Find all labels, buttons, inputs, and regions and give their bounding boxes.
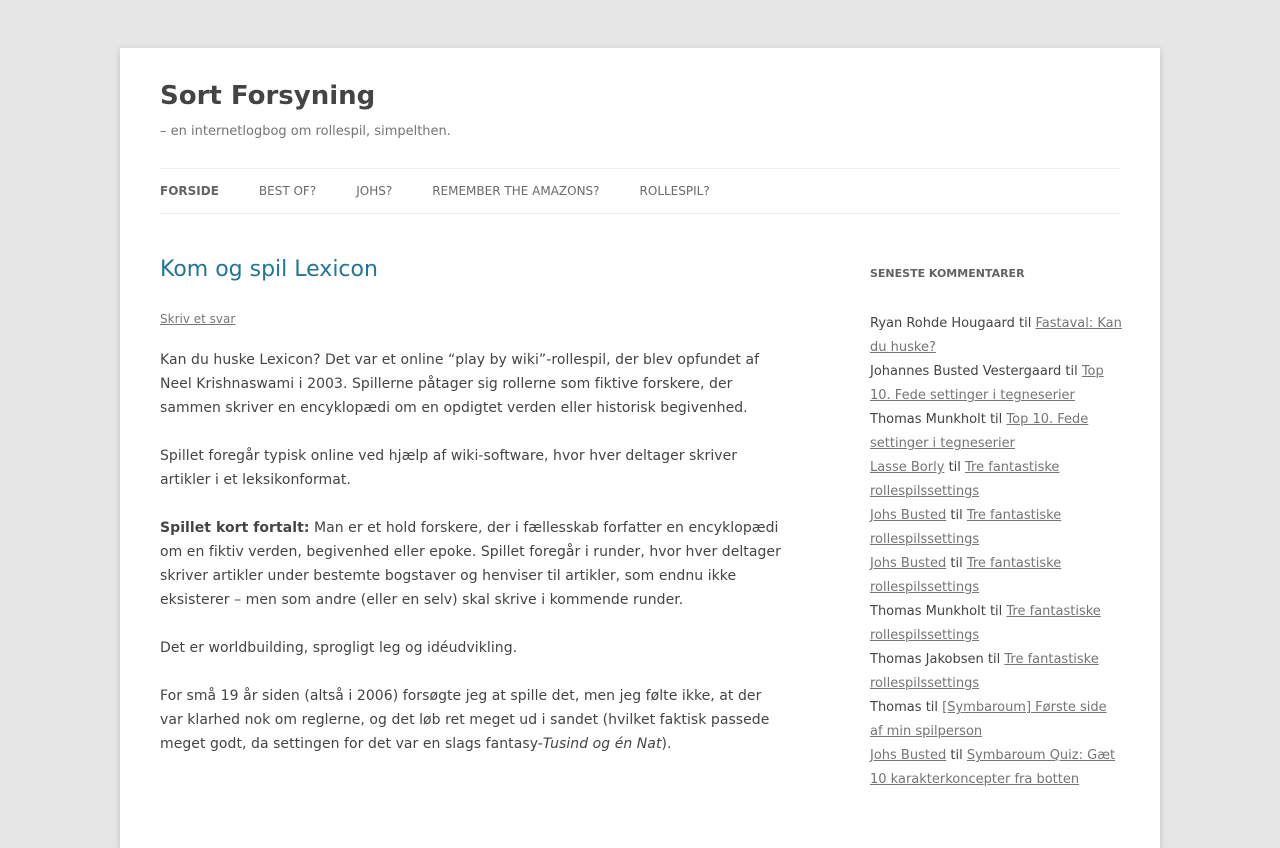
recent-comments-title: SENESTE KOMMENTARER — [870, 267, 1025, 280]
comment-connector: til — [950, 508, 963, 523]
comment-post-link[interactable]: Tre fantastiske rollespilssettings — [870, 508, 1062, 547]
sidebar — [870, 266, 1122, 792]
recent-comments-list — [870, 312, 1122, 792]
post-bold-lead: Spillet kort fortalt: — [160, 520, 310, 536]
comment-connector: til — [925, 700, 939, 715]
comment-post-link[interactable]: Tre fantastiske rollespilssettings — [870, 604, 1101, 643]
comment-author: Ryan Rohde Hougaard — [870, 316, 1015, 331]
comment-post-link[interactable]: Tre fantastiske rollespilssettings — [870, 652, 1099, 691]
recent-comment-item — [870, 312, 1122, 360]
main-navigation — [160, 168, 1120, 214]
recent-comment-item — [870, 696, 1122, 744]
post-paragraph — [160, 516, 788, 612]
comment-author[interactable]: Johs Busted — [870, 748, 947, 763]
comment-connector: til — [987, 652, 1001, 667]
recent-comment-item — [870, 552, 1122, 600]
recent-comment-item — [870, 504, 1122, 552]
nav-item-best-of[interactable]: BEST OF? — [258, 184, 317, 198]
comment-author: Thomas — [870, 700, 922, 715]
post-paragraph — [160, 684, 788, 756]
comment-author[interactable]: Johs Busted — [870, 556, 947, 571]
post-paragraph-text: Man er et hold forskere, der i fællesskab forfatter en encyklopædi om en fiktiv verden, begivenhed eller epoke. Spillet foregår i runder, hvor hver deltager skriver artikler under bestemte bogstaver og henviser til artikler, som endnu ikke eksisterer – men som andre (eller en selv) skal skrive i kommende runder. — [160, 520, 781, 608]
comment-connector: til — [989, 412, 1003, 427]
comment-post-link[interactable]: Symbaroum Quiz: Gæt 10 karakterkoncepter fra botten — [870, 748, 1116, 787]
comment-author: Thomas Munkholt — [870, 604, 986, 619]
comment-connector: til — [950, 556, 963, 571]
site-description: – en internetlogbog om rollespil, simpelthen. — [160, 124, 451, 139]
post-paragraph-text: For små 19 år siden (altså i 2006) forsøgte jeg at spille det, men jeg følte ikke, at der var klarhed nok om reglerne, og det løb ret meget ud i sandet (hvilket faktisk passede meget godt, da settingen for det var en slags fantasy- — [160, 688, 770, 752]
post-title[interactable]: Kom og spil Lexicon — [160, 257, 378, 282]
reply-link[interactable]: Skriv et svar — [160, 312, 236, 326]
comment-post-link[interactable]: [Symbaroum] Første side af min spilperson — [870, 700, 1107, 739]
comment-post-link[interactable]: Top 10. Fede settinger i tegneserier — [870, 364, 1104, 403]
recent-comment-item — [870, 408, 1122, 456]
comment-author: Thomas Jakobsen — [870, 652, 984, 667]
comment-post-link[interactable]: Tre fantastiske rollespilssettings — [870, 460, 1060, 499]
recent-comment-item — [870, 456, 1122, 504]
comment-connector: til — [1065, 364, 1078, 379]
post-italic-title: Tusind og én Nat — [542, 736, 662, 752]
comment-author[interactable]: Johs Busted — [870, 508, 947, 523]
recent-comment-item — [870, 648, 1122, 696]
page-container — [120, 48, 1160, 848]
post-paragraph: Det er worldbuilding, sprogligt leg og idéudvikling. — [160, 640, 518, 656]
comment-post-link[interactable]: Top 10. Fede settinger i tegneserier — [870, 412, 1089, 451]
nav-item-rollespil[interactable]: ROLLESPIL? — [639, 184, 710, 198]
recent-comment-item — [870, 744, 1122, 792]
comment-author: Thomas Munkholt — [870, 412, 986, 427]
comment-author: Johannes Busted Vestergaard — [870, 364, 1062, 379]
comment-connector: til — [989, 604, 1003, 619]
recent-comment-item — [870, 600, 1122, 648]
comment-connector: til — [950, 748, 963, 763]
recent-comment-item — [870, 360, 1122, 408]
comment-connector: til — [948, 460, 961, 475]
comment-author[interactable]: Lasse Borly — [870, 460, 945, 475]
comment-post-link[interactable]: Tre fantastiske rollespilssettings — [870, 556, 1062, 595]
site-title[interactable]: Sort Forsyning — [160, 81, 376, 111]
nav-item-forside[interactable]: FORSIDE — [160, 184, 219, 198]
post-paragraph: Kan du huske Lexicon? Det var et online “play by wiki”-rollespil, der blev opfundet af Neel Krishnaswami i 2003. Spillerne påtager sig rollerne som fiktive forskere, der sammen skriver en encyklopædi om en opdigtet verden eller historisk begivenhed. — [160, 352, 760, 416]
comment-post-link[interactable]: Fastaval: Kan du huske? — [870, 316, 1122, 355]
post-paragraph: Spillet foregår typisk online ved hjælp af wiki-software, hvor hver deltager skriver artikler i et leksikonformat. — [160, 448, 738, 488]
nav-item-remember-the-amazons[interactable]: REMEMBER THE AMAZONS? — [432, 184, 600, 198]
post-body — [160, 348, 788, 756]
comment-connector: til — [1019, 316, 1032, 331]
nav-item-johs[interactable]: JOHS? — [356, 184, 393, 198]
post-paragraph-end: ). — [661, 736, 672, 752]
post-article — [160, 254, 788, 756]
